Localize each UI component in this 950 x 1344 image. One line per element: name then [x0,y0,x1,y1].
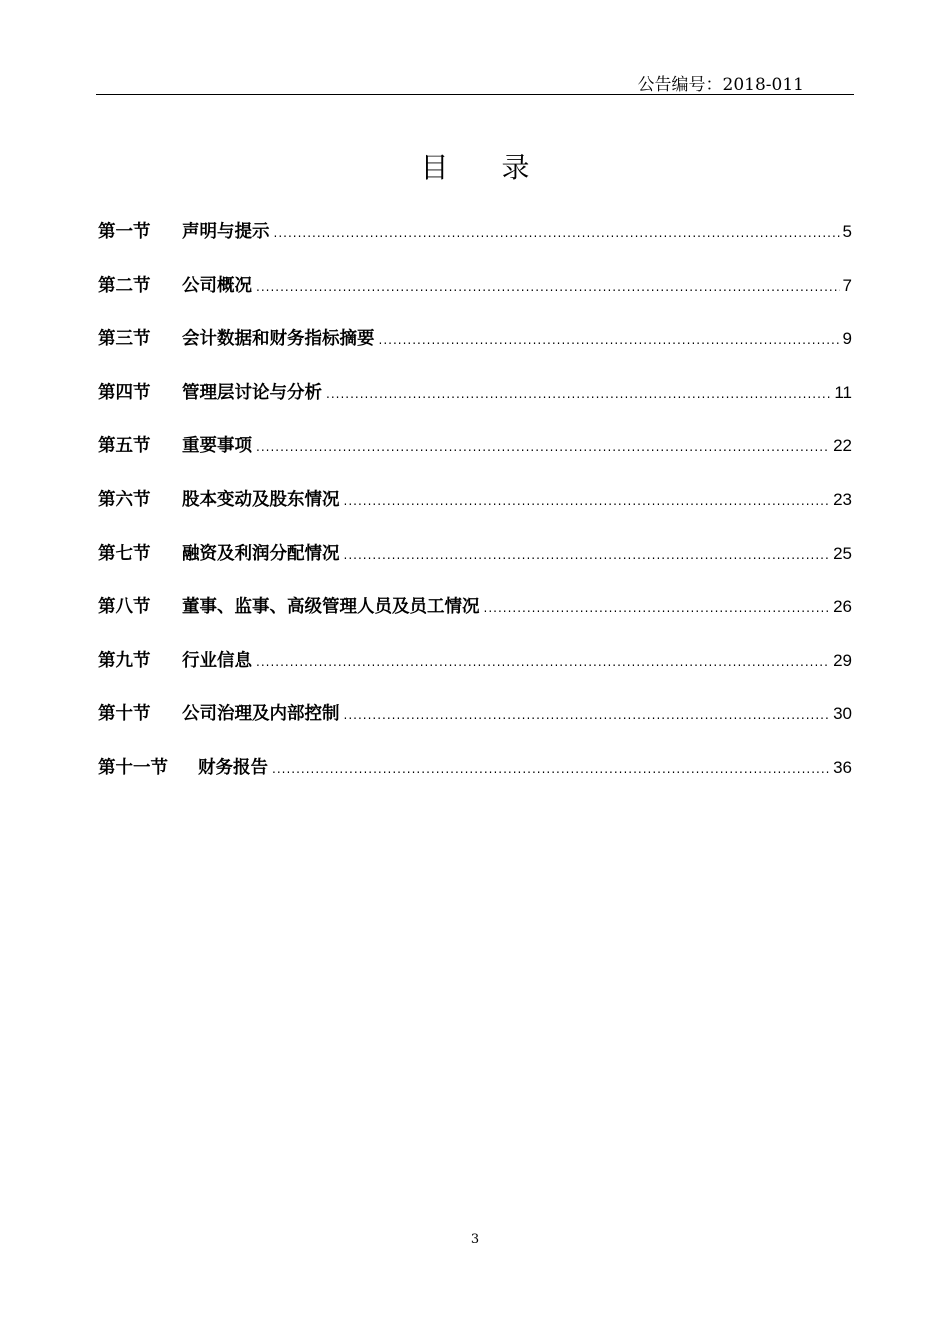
dot-leader [256,440,830,454]
dot-leader [256,655,830,669]
toc-entry-6[interactable] [98,486,852,540]
toc-title: 目 录 [420,151,552,184]
toc-page-number: 23 [833,489,852,509]
dot-leader [379,333,840,347]
toc-section-label: 第十节 [98,704,151,725]
toc-section-label: 第八节 [98,597,151,618]
toc-page-number: 25 [833,543,852,563]
toc-page-number: 29 [833,650,852,670]
toc-section-label: 第九节 [98,650,151,671]
toc-section-name: 会计数据和财务指标摘要 [182,329,375,350]
dot-leader [274,226,840,240]
toc-entry-9[interactable] [98,647,852,701]
toc-section-name: 管理层讨论与分析 [182,382,322,403]
dot-leader [326,387,831,401]
toc-section-label: 第五节 [98,436,151,457]
toc-entry-1[interactable] [98,218,852,272]
page-number: 3 [470,1232,480,1247]
toc-page-number: 11 [834,382,852,402]
announcement-number: 公告编号：2018-011 [637,75,804,95]
toc-entry-8[interactable] [98,593,852,647]
toc-entry-4[interactable] [98,379,852,433]
toc-entry-10[interactable] [98,700,852,754]
toc-page-number: 22 [833,436,852,456]
toc-page-number: 7 [842,275,852,295]
toc-section-label: 第一节 [98,222,151,242]
dot-leader [344,548,831,562]
toc-page-number: 5 [842,222,852,241]
toc-entry-2[interactable] [98,272,852,326]
dot-leader [344,708,831,722]
toc-section-name: 股本变动及股东情况 [182,489,340,510]
dot-leader [272,762,830,776]
toc-entry-7[interactable] [98,540,852,594]
toc-section-name: 重要事项 [182,436,252,457]
toc-section-label: 第三节 [98,329,151,350]
table-of-contents [98,218,852,808]
toc-section-name: 融资及利润分配情况 [182,543,340,564]
toc-entry-3[interactable] [98,325,852,379]
toc-page-number: 9 [842,329,852,349]
toc-section-name: 声明与提示 [182,222,270,242]
toc-section-name: 行业信息 [182,650,252,671]
toc-section-label: 第四节 [98,382,151,403]
toc-section-name: 公司概况 [182,275,252,296]
toc-entry-5[interactable] [98,432,852,486]
toc-section-name: 董事、监事、高级管理人员及员工情况 [182,597,480,618]
header-divider [96,94,854,95]
dot-leader [256,280,840,294]
toc-page-number: 26 [833,597,852,617]
toc-section-label: 第七节 [98,543,151,564]
toc-section-name: 财务报告 [198,757,268,778]
toc-page-number: 36 [833,757,852,777]
toc-entry-11[interactable] [98,754,852,808]
dot-leader [484,601,831,615]
toc-section-name: 公司治理及内部控制 [182,704,340,725]
toc-section-label: 第二节 [98,275,151,296]
toc-page-number: 30 [833,704,852,724]
toc-section-label: 第十一节 [98,757,168,778]
dot-leader [344,494,831,508]
toc-section-label: 第六节 [98,489,151,510]
